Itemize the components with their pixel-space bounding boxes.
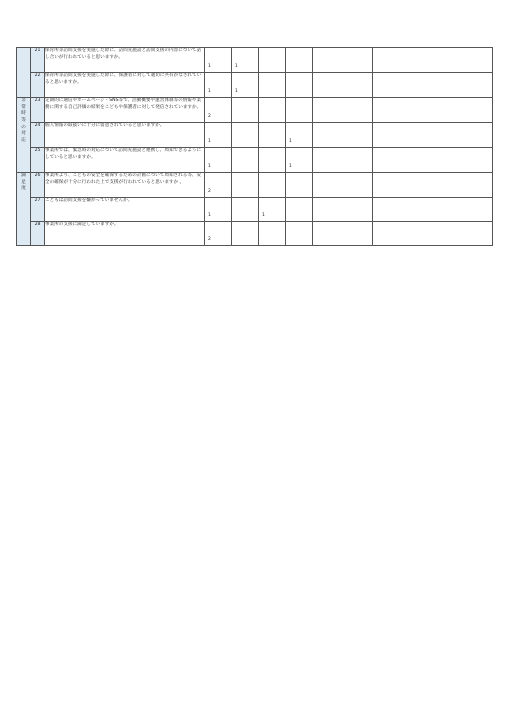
question-number: 28 <box>31 222 45 246</box>
answer-cell <box>286 98 313 123</box>
category-char: 常 <box>21 104 26 110</box>
answer-cell <box>205 73 232 98</box>
answer-cell <box>313 73 373 98</box>
answer-cell <box>259 198 286 222</box>
question-number: 23 <box>31 98 45 123</box>
category-char: の <box>21 124 26 130</box>
answer-cell <box>205 98 232 123</box>
answer-cell <box>232 173 259 198</box>
answer-cell <box>259 222 286 246</box>
answer-cell <box>205 123 232 148</box>
category-cell <box>17 98 31 173</box>
answer-cell <box>259 123 286 148</box>
answer-cell <box>232 48 259 73</box>
answer-cell <box>205 198 232 222</box>
survey-table <box>16 47 493 246</box>
answer-cell <box>373 173 493 198</box>
answer-cell <box>205 222 232 246</box>
answer-cell <box>232 73 259 98</box>
answer-cell <box>232 148 259 173</box>
answer-cell <box>286 198 313 222</box>
answer-count: 1 <box>208 89 211 95</box>
table-row <box>17 148 493 173</box>
answer-cell <box>286 123 313 148</box>
category-char: 時 <box>21 111 26 117</box>
answer-cell <box>286 173 313 198</box>
answer-cell <box>313 48 373 73</box>
answer-cell <box>373 48 493 73</box>
answer-cell <box>373 222 493 246</box>
answer-cell <box>259 98 286 123</box>
category-char: 対 <box>21 131 26 137</box>
table-row <box>17 123 493 148</box>
question-text: 事業所では、緊急時の対応について訪問先施設と連携し、周知できるようにしていると思いますか。 <box>45 148 205 173</box>
answer-count: 1 <box>289 139 292 145</box>
answer-count: 1 <box>208 213 211 219</box>
answer-cell <box>232 198 259 222</box>
answer-cell <box>373 148 493 173</box>
question-text: 定期的に通信やホームページ・SNS等で、活動概要や運営体制等の情報や業務に関する自己評価の結果をこどもや保護者に対して発信されていますか。 <box>45 98 205 123</box>
answer-cell <box>232 98 259 123</box>
table-row <box>17 173 493 198</box>
answer-cell <box>205 173 232 198</box>
answer-cell <box>205 48 232 73</box>
answer-cell <box>373 98 493 123</box>
answer-count: 2 <box>208 189 211 195</box>
question-text: こどもは訪問支援を嫌がっていませんか。 <box>45 198 205 222</box>
category-char: 等 <box>21 117 26 123</box>
answer-cell <box>373 73 493 98</box>
answer-cell <box>232 222 259 246</box>
question-text: 保育所等訪問支援を実施した際に、保護者に対して適切に共有がなされていると思いますか。 <box>45 73 205 98</box>
answer-cell <box>373 198 493 222</box>
answer-cell <box>259 73 286 98</box>
category-char: 応 <box>21 137 26 143</box>
question-number: 25 <box>31 148 45 173</box>
category-cell <box>17 48 31 98</box>
survey-rows <box>17 48 493 246</box>
table-row <box>17 98 493 123</box>
category-cell <box>17 173 31 246</box>
answer-count: 1 <box>262 213 265 219</box>
answer-count: 1 <box>208 64 211 70</box>
question-number: 27 <box>31 198 45 222</box>
answer-cell <box>286 48 313 73</box>
answer-cell <box>313 222 373 246</box>
question-number: 26 <box>31 173 45 198</box>
answer-count: 1 <box>235 64 238 70</box>
question-number: 22 <box>31 73 45 98</box>
answer-cell <box>313 148 373 173</box>
answer-count: 1 <box>235 89 238 95</box>
question-text: 事業所の支援に満足していますか。 <box>45 222 205 246</box>
table-row <box>17 198 493 222</box>
category-char: 度 <box>21 186 26 192</box>
answer-cell <box>286 222 313 246</box>
answer-count: 1 <box>208 139 211 145</box>
answer-count: 1 <box>208 164 211 170</box>
answer-cell <box>259 148 286 173</box>
table-row <box>17 222 493 246</box>
answer-cell <box>205 148 232 173</box>
answer-cell <box>286 73 313 98</box>
answer-cell <box>373 123 493 148</box>
answer-cell <box>313 198 373 222</box>
category-char: 足 <box>21 179 26 185</box>
question-number: 21 <box>31 48 45 73</box>
answer-cell <box>232 123 259 148</box>
question-text: 保育所等訪問支援を実施した際に、訪問先施設と訪問支援の内容について話し合いが行われていると思いますか。 <box>45 48 205 73</box>
answer-cell <box>313 123 373 148</box>
answer-cell <box>259 48 286 73</box>
answer-cell <box>313 98 373 123</box>
table-row <box>17 48 493 73</box>
category-char: 満 <box>21 173 26 178</box>
table-row <box>17 73 493 98</box>
answer-count: 2 <box>208 114 211 120</box>
answer-cell <box>259 173 286 198</box>
answer-cell <box>313 173 373 198</box>
question-text: 個人情報の取扱いに十分に留意されていると思いますか。 <box>45 123 205 148</box>
answer-count: 1 <box>289 164 292 170</box>
answer-count: 2 <box>208 237 211 243</box>
answer-cell <box>286 148 313 173</box>
category-char: 非 <box>21 98 26 103</box>
question-text: 事業所より、こどもの安全を確保するための計画について周知される等、安全の確保が十分に行われた上で支援が行われていると思いますか 。 <box>45 173 205 198</box>
question-number: 24 <box>31 123 45 148</box>
